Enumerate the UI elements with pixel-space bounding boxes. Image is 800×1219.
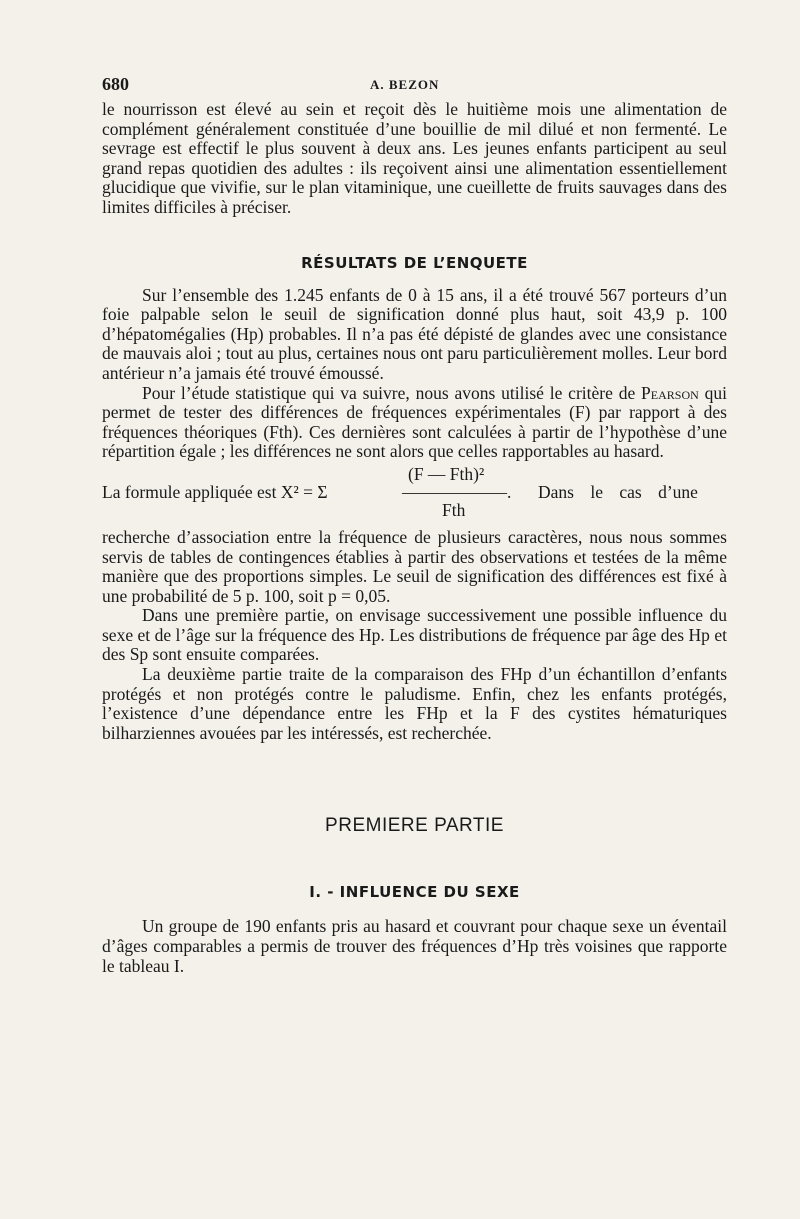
results-paragraph-4: Dans une première partie, on envisage successivement une possible influence du sexe et de l’âge sur la fréquence des Hp. Les distributions de fréquence par âge des Hp et des Sp sont ensuite comparées. [102, 605, 727, 665]
author-name-pearson: Pearson [641, 382, 699, 403]
results-paragraph-2 [102, 384, 727, 462]
part-one-title: PREMIERE PARTIE [325, 815, 504, 837]
page [102, 70, 727, 976]
formula-fraction-line: ——————. [402, 481, 512, 502]
results-paragraph-1: Sur l’ensemble des 1.245 enfants de 0 à 15 ans, il a été trouvé 567 porteurs d’un foie palpable selon le seuil de signification donné plus haut, soit 43,9 p. 100 d’hépatomégalies (Hp) probables. Il n’a pas été dépisté de glandes avec une consistance de mauvais aloi ; tout au plus, certaines nous ont paru particulièrement molles. Leur bord antérieur n’a jamais été trouvé émoussé. [102, 284, 727, 383]
formula-after: Dans le cas d’une [538, 481, 698, 502]
section-title-results: RÉSULTATS DE L’ENQUETE [301, 253, 528, 272]
formula-intro: La formule appliquée est X² = Σ [102, 481, 328, 502]
formula-block [102, 462, 727, 520]
results-p2-after: qui permet de tester des différences de fréquences expérimentales (F) par rapport à des fréquences théoriques (Fth). Ces dernières sont calculées à partir de l’hypothèse d’une répartition égale ; les différences ne sont alors que celles rapportables au hasard. [102, 382, 727, 462]
formula-denominator: Fth [442, 499, 466, 520]
subsection-title-sex: I. - INFLUENCE DU SEXE [309, 883, 520, 902]
intro-paragraph: le nourrisson est élevé au sein et reçoit dès le huitième mois une alimentation de complément généralement constituée d’une bouillie de mil dilué et non fermenté. Le sevrage est effectif le plus souvent à deux ans. Les jeunes enfants participent au seul grand repas quotidien des adultes : ils reçoivent ainsi une alimentation essentiellement glucidique que vivifie, sur le plan vitaminique, une cueillette de fruits sauvages dans des limites difficiles à préciser. [102, 99, 727, 217]
results-p2-before: Pour l’étude statistique qui va suivre, nous avons utilisé le critère de [142, 382, 636, 403]
results-paragraph-5: La deuxième partie traite de la comparaison des FHp d’un échantillon d’enfants protégés et non protégés contre le paludisme. Enfin, chez les enfants protégés, l’existence d’une dépendance entre les FHp et la F des cystites hématuriques bilharziennes avouées par les intéressés, est recherchée. [102, 664, 727, 743]
running-author: A. BEZON [370, 77, 440, 92]
part-one-paragraph-1: Un groupe de 190 enfants pris au hasard et couvrant pour chaque sexe un éventail d’âges comparables a permis de trouver des fréquences d’Hp très voisines que rapporte le tableau I. [102, 916, 727, 976]
results-paragraph-3: recherche d’association entre la fréquence de plusieurs caractères, nous nous sommes servis de tables de contingences établies à partir des observations et testées de la même manière que des proportions simples. Le seuil de signification des différences est fixé à une probabilité de 5 p. 100, soit p = 0,05. [102, 526, 727, 606]
page-number: 680 [102, 74, 129, 94]
running-header [102, 70, 727, 100]
formula-numerator: (F — Fth)² [408, 463, 485, 484]
